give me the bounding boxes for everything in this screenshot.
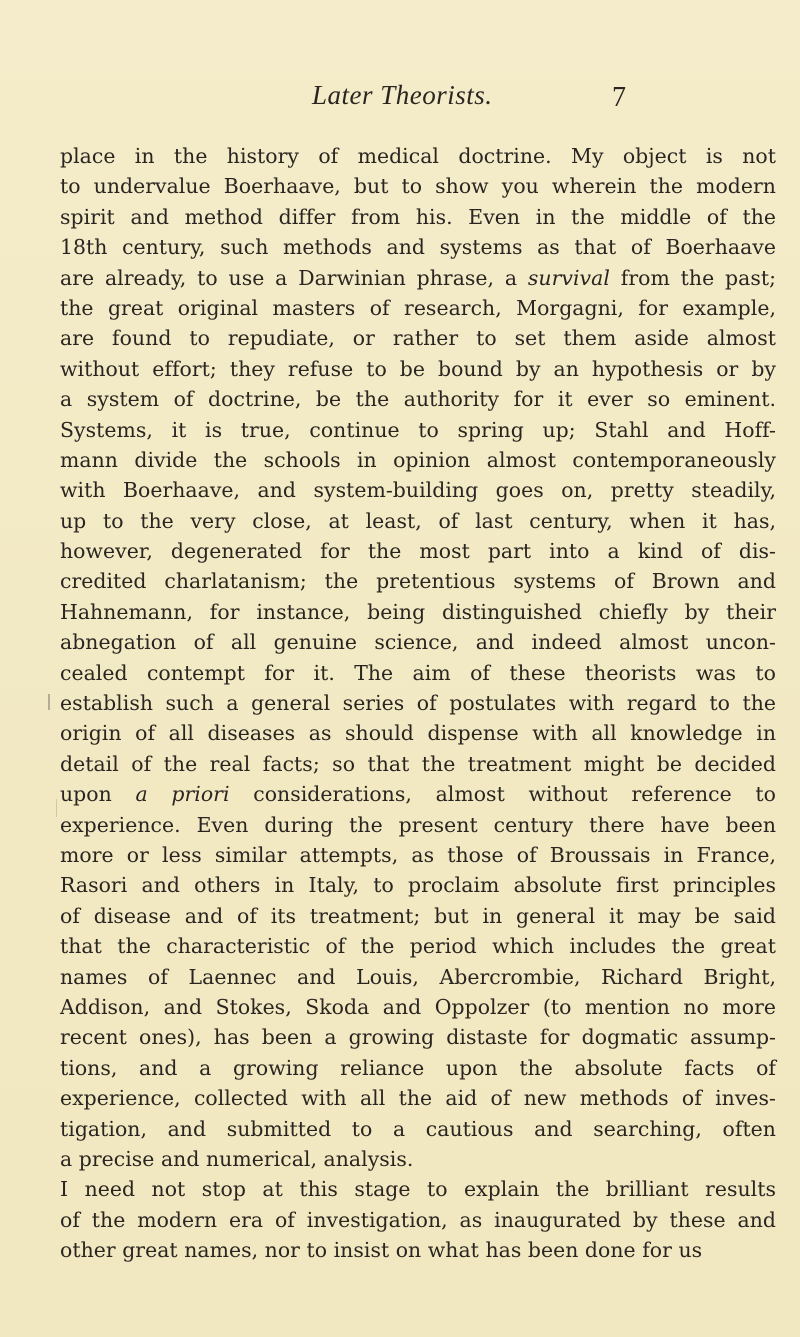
text-fragment: upon: [60, 782, 136, 807]
text-line: place in the history of medical doctrine. My object is not: [60, 144, 776, 168]
text-line: without effort; they refuse to be bound by an hypothesis or by: [60, 356, 776, 381]
text-line: Rasori and others in Italy, to proclaim absolute first principles: [60, 873, 776, 898]
text-line: establish such a general series of postulates with regard to the: [60, 691, 776, 716]
text-line: abnegation of all genuine science, and indeed almost uncon-: [60, 630, 776, 655]
body-text: [60, 141, 776, 1265]
text-line: credited charlatanism; the pretentious systems of Brown and: [60, 569, 776, 594]
text-line: spirit and method differ from his. Even in the middle of the: [60, 204, 776, 229]
text-line: Hahnemann, for instance, being distinguished chiefly by their: [60, 599, 776, 624]
text-line: that the characteristic of the period which includes the great: [60, 934, 776, 959]
text-line: [60, 779, 776, 809]
text-line: a system of doctrine, be the authority for it ever so eminent.: [60, 387, 776, 412]
margin-mark: [48, 694, 50, 710]
text-fragment: considerations, almost without reference to: [229, 782, 777, 807]
text-line: [60, 263, 776, 293]
text-line: Addison, and Stokes, Skoda and Oppolzer (to mention no more: [60, 994, 776, 1019]
text-fragment: are already, to use a Darwinian phrase, a: [60, 265, 528, 290]
text-line: however, degenerated for the most part into a kind of dis-: [60, 539, 776, 564]
text-line: origin of all diseases as should dispense with all knowledge in: [60, 721, 776, 746]
text-line: the great original masters of research, Morgagni, for example,: [60, 295, 776, 320]
text-line: more or less similar attempts, as those of Broussais in France,: [60, 842, 776, 867]
text-line: recent ones), has been a growing distaste for dogmatic assump-: [60, 1025, 776, 1050]
text-fragment: from the past;: [609, 265, 776, 290]
text-line: cealed contempt for it. The aim of these theorists was to: [60, 660, 776, 685]
text-line: 18th century, such methods and systems as that of Boerhaave: [60, 235, 776, 260]
text-line: detail of the real facts; so that the treatment might be decided: [60, 751, 776, 776]
running-head: [312, 80, 772, 120]
italic-term: a priori: [135, 782, 230, 807]
running-title: Later Theorists.: [312, 80, 493, 110]
text-line: experience. Even during the present century there have been: [60, 812, 776, 837]
text-line: up to the very close, at least, of last century, when it has,: [60, 508, 776, 533]
page-number: 7: [612, 82, 626, 113]
text-line: of the modern era of investigation, as inaugurated by these and: [60, 1207, 776, 1232]
text-line: to undervalue Boerhaave, but to show you wherein the modern: [60, 174, 776, 199]
text-line: of disease and of its treatment; but in general it may be said: [60, 903, 776, 928]
text-line: are found to repudiate, or rather to set them aside almost: [60, 326, 776, 351]
italic-term: survival: [527, 265, 610, 290]
text-line: tigation, and submitted to a cautious and searching, often: [60, 1116, 776, 1141]
text-line: names of Laennec and Louis, Abercrombie, Richard Bright,: [60, 964, 776, 989]
margin-mark: [56, 799, 57, 817]
text-line: a precise and numerical, analysis.: [60, 1146, 414, 1171]
text-line: I need not stop at this stage to explain the brilliant results: [60, 1177, 776, 1202]
text-line: with Boerhaave, and system-building goes on, pretty steadily,: [60, 478, 776, 503]
text-line: experience, collected with all the aid of new methods of inves-: [60, 1086, 776, 1111]
text-line: tions, and a growing reliance upon the absolute facts of: [60, 1055, 776, 1080]
text-line: mann divide the schools in opinion almost contemporaneously: [60, 447, 776, 472]
text-line: other great names, nor to insist on what has been done for us: [60, 1238, 703, 1263]
text-line: Systems, it is true, continue to spring up; Stahl and Hoff-: [60, 417, 776, 442]
